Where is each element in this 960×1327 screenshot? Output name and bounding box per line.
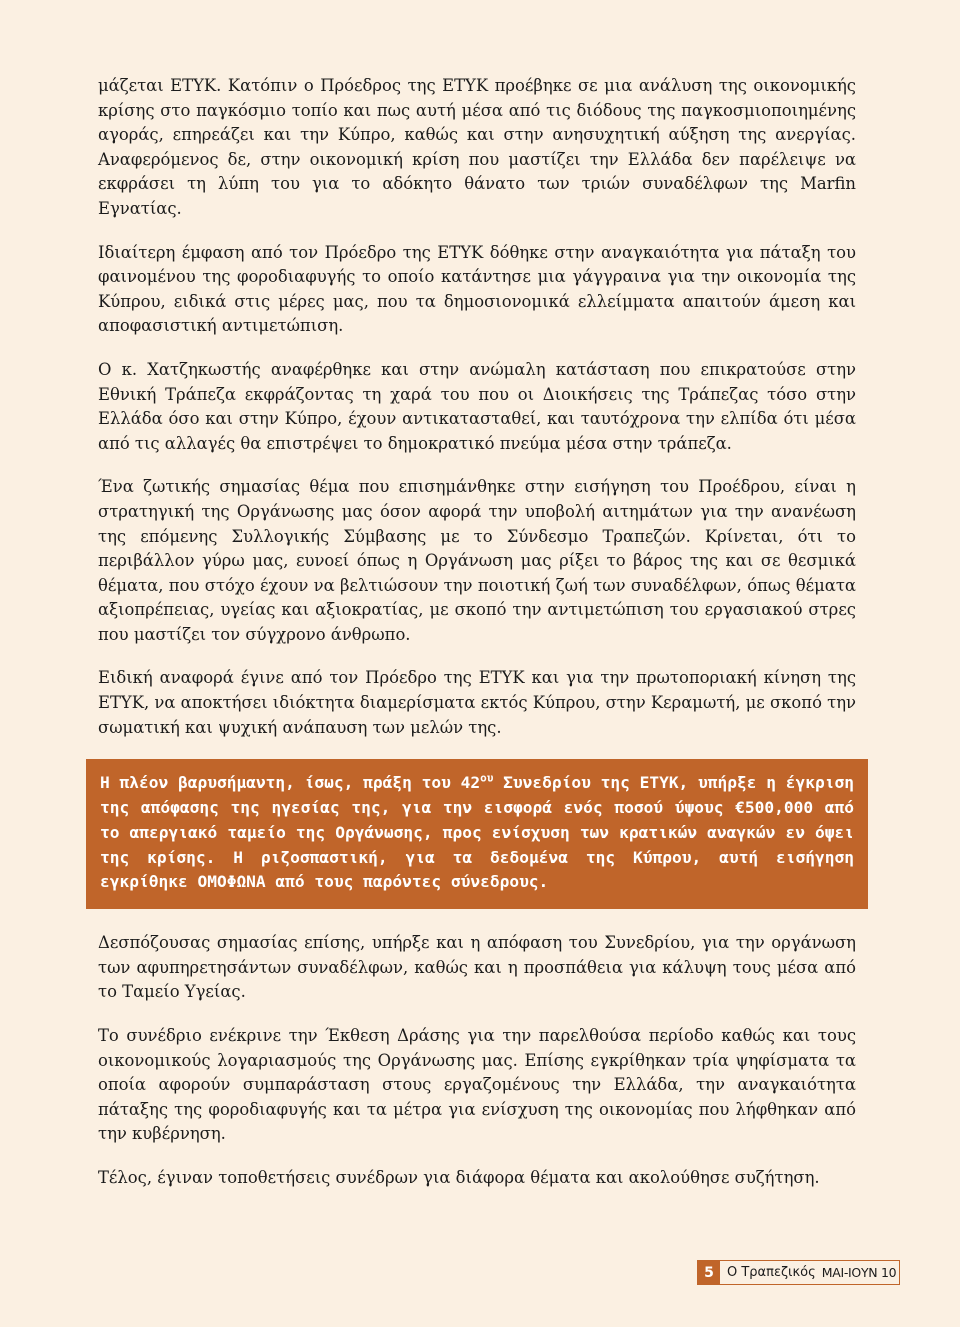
paragraph-7: Το συνέδριο ενέκρινε την Έκθεση Δράσης για την παρελθούσα περίοδο καθώς και τους οικονομικούς λογαριασμούς της Οργάνωσης μας. Επίσης εγκρίθηκαν τρία ψηφίσματα τα οποία αφορούν συμπαράσταση στους εργαζομένους την Ελλάδα, την αναγκαιότητα πάταξης της φοροδιαφυγής και τα μέτρα για ενίσχυση της οικονομίας που λήφθηκαν από την κυβέρνηση.: [98, 1026, 856, 1144]
highlight-ordinal-suffix: ου: [480, 771, 494, 785]
highlight-text-start: Η πλέον βαρυσήμαντη, ίσως, πράξη του 42: [100, 773, 481, 793]
highlight-box: [86, 759, 868, 909]
paragraph-8: Τέλος, έγιναν τοποθετήσεις συνέδρων για διάφορα θέματα και ακολούθησε συζήτηση.: [98, 1167, 820, 1187]
paragraph-4: Ένα ζωτικής σημασίας θέμα που επισημάνθηκε στην εισήγηση του Προέδρου, είναι η στρατηγική της Οργάνωσης μας όσον αφορά την υποβολή αιτημάτων για την ανανέωση της επόμενης Συλλογικής Σύμβασης με το Σύνδεσμο Τραπεζών. Κρίνεται, ότι το περιβάλλον γύρω μας, ευνοεί όπως η Οργάνωση μας ρίξει το βάρος της και σε θεσμικά θέματα, που στόχο έχουν να βελτιώσουν την ποιοτική ζωή των συναδέλφων, όπως θέματα αξιοπρέπειας, υγείας και αξιοκρατίας, με σκοπό την αντιμετώπιση του εργασιακού στρες που μαστίζει τον σύγχρονο άνθρωπο.: [98, 477, 856, 644]
article-body: [98, 74, 856, 1210]
magazine-title: Ο Τραπεζικός: [727, 1265, 816, 1280]
paragraph-3: Ο κ. Χατζηκωστής αναφέρθηκε και στην ανώμαλη κατάσταση που επικρατούσε στην Εθνική Τράπεζα εκφράζοντας τη χαρά του που οι Διοικήσεις της Τράπεζας τόσο στην Ελλάδα όσο και στην Κύπρο, έχουν αντικατασταθεί, και ταυτόχρονα την ελπίδα ότι μέσα από τις αλλαγές θα επιστρέψει το δημοκρατικό πνεύμα μέσα στην τράπεζα.: [98, 359, 856, 453]
issue-date: ΜΑΙ-ΙΟΥΝ 10: [821, 1265, 897, 1280]
paragraph-1: μάζεται ΕΤΥΚ. Κατόπιν ο Πρόεδρος της ΕΤΥΚ προέβηκε σε μια ανάλυση της οικονομικής κρίσης στο παγκόσμιο τοπίο και πως αυτή μέσα από τις διόδους της παγκοσμιοποιημένης αγοράς, επηρεάζει και την Κύπρο, καθώς και στην ανησυχητική αύξηση της ανεργίας. Αναφερόμενος δε, στην οικονομική κρίση που μαστίζει την Ελλάδα δεν παρέλειψε να εκφράσει τη λύπη του για το αδόκητο θάνατο των τριών συναδέλφων της Marfin Εγνατίας.: [98, 76, 856, 218]
highlight-text-end: Συνεδρίου της ΕΤΥΚ, υπήρξε η έγκριση της απόφασης της ηγεσίας της, για την εισφορά ενός ποσού ύψους €500,000 από το απεργιακό ταμείο της Οργάνωσης, προς ενίσχυση των κρατικών αναγκών εν όψει της κρίσης. Η ριζοσπαστική, για τα δεδομένα της Κύπρου, αυτή εισήγηση εγκρίθηκε ΟΜΟΦΩΝΑ από τους παρόντες σύνεδρους.: [100, 773, 854, 892]
page-footer: [697, 1260, 900, 1285]
paragraph-2: Ιδιαίτερη έμφαση από τον Πρόεδρο της ΕΤΥΚ δόθηκε στην αναγκαιότητα για πάταξη του φαινομένου της φοροδιαφυγής το οποίο κατάντησε μια γάγγραινα για την οικονομία της Κύπρου, ειδικά στις μέρες μας, που τα δημοσιονομικά ελλείμματα απαιτούν άμεση και αποφασιστική αντιμετώπιση.: [98, 242, 856, 336]
paragraph-5: Ειδική αναφορά έγινε από τον Πρόεδρο της ΕΤΥΚ και για την πρωτοποριακή κίνηση της ΕΤΥΚ, να αποκτήσει ιδιόκτητα διαμερίσματα εκτός Κύπρου, στην Κεραμωτή, με σκοπό την σωματική και ψυχική ανάπαυση των μελών της.: [98, 668, 856, 737]
magazine-info: [720, 1261, 896, 1284]
page-number: 5: [698, 1261, 720, 1284]
paragraph-6: Δεσπόζουσας σημασίας επίσης, υπήρξε και η απόφαση του Συνεδρίου, για την οργάνωση των αφυπηρετησάντων συναδέλφων, καθώς και η προσπάθεια για κάλυψη τους μέσα από το Ταμείο Υγείας.: [98, 933, 856, 1002]
